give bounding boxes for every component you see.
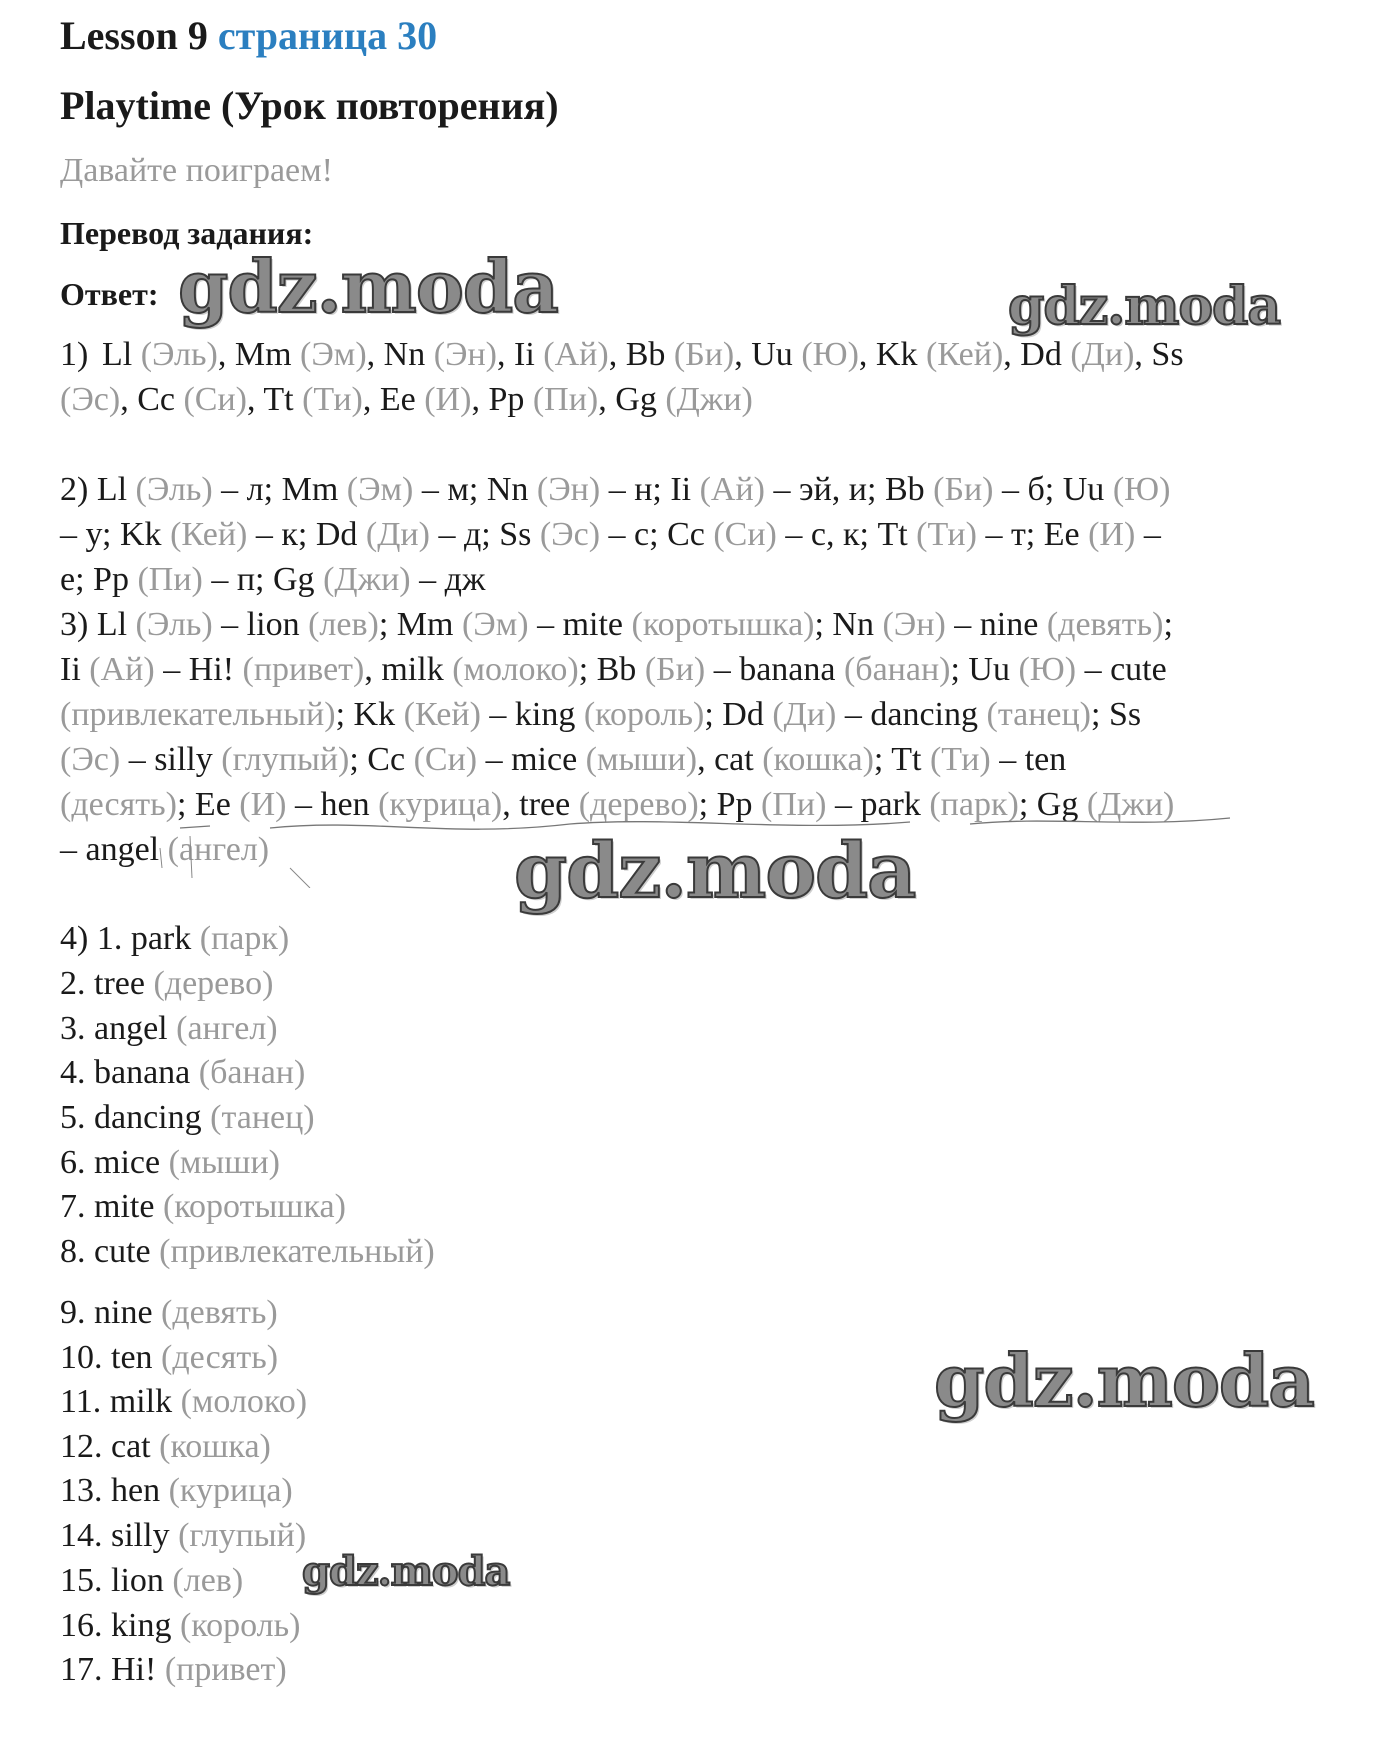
answer-text: – у; Kk xyxy=(60,516,171,553)
subtitle: Давайте поиграем! xyxy=(60,152,333,189)
answer-text: – т; Ee xyxy=(976,516,1089,553)
page-link[interactable]: страница 30 xyxy=(217,13,438,58)
text-line xyxy=(60,743,1066,777)
text-line xyxy=(60,653,1167,687)
answer-text: 15. lion xyxy=(60,1562,173,1599)
lesson-number: Lesson 9 xyxy=(60,13,208,58)
translation-text: (коротышка) xyxy=(631,606,815,643)
translation-text: (Ю) xyxy=(801,336,859,373)
answer-text: ; Ee xyxy=(176,786,240,823)
translation-text: (десять) xyxy=(161,1339,279,1376)
answer-text: ; Ss xyxy=(1091,696,1142,733)
translation-text: (Ай) xyxy=(543,336,609,373)
answer-text: 5. dancing xyxy=(60,1099,211,1136)
answer-text: – angel xyxy=(60,831,168,868)
translation-text: (Эм) xyxy=(300,336,367,373)
translation-text: (Эль) xyxy=(140,336,218,373)
answer-text: ; Kk xyxy=(335,696,404,733)
translation-text: (Кей) xyxy=(925,336,1004,373)
translation-text: (банан) xyxy=(198,1054,306,1091)
text-line xyxy=(102,338,1184,372)
translation-text: (Си) xyxy=(183,381,247,418)
translation-text: (курица) xyxy=(378,786,503,823)
list-item xyxy=(60,967,273,1001)
list-item xyxy=(60,922,289,956)
answer-text: – н; Ii xyxy=(600,471,700,508)
answer-text: – д; Ss xyxy=(429,516,540,553)
translation-text: (парк) xyxy=(199,920,290,957)
answer-text: – cute xyxy=(1076,651,1167,688)
answer-text: , Dd xyxy=(1003,336,1071,373)
translation-text: (танец) xyxy=(986,696,1092,733)
translation-text: (Эль) xyxy=(135,471,213,508)
answer-text: – park xyxy=(826,786,930,823)
answer-text: 2. tree xyxy=(60,965,154,1002)
answer-text: 11. milk xyxy=(60,1383,181,1420)
answer-text: – эй, и; Bb xyxy=(765,471,934,508)
list-item xyxy=(60,1146,280,1180)
translation-text: (Си) xyxy=(413,741,478,778)
translation-text: (коротышка) xyxy=(162,1188,346,1225)
answer-text: – hen xyxy=(286,786,379,823)
translation-text: (привет) xyxy=(242,651,365,688)
answer-text: – дж xyxy=(410,561,486,598)
answer-text: – lion xyxy=(212,606,309,643)
translation-text: (И) xyxy=(424,381,472,418)
answer-text: – к; Dd xyxy=(247,516,366,553)
translation-text: (Пи) xyxy=(137,561,203,598)
answer-text: е; Pp xyxy=(60,561,138,598)
translation-text: (Ю) xyxy=(1112,471,1171,508)
answer-text: 4. banana xyxy=(60,1054,199,1091)
translation-text: (привлекательный) xyxy=(60,696,336,733)
answer-text: ; Tt xyxy=(873,741,930,778)
answer-text: – с; Cc xyxy=(600,516,714,553)
translation-text: (Кей) xyxy=(170,516,248,553)
answer-text: ; xyxy=(1163,606,1173,643)
answer-text: ; Gg xyxy=(1018,786,1087,823)
list-item xyxy=(60,1474,293,1508)
text-line xyxy=(60,473,1170,507)
answer-text: , Uu xyxy=(734,336,802,373)
answer-text: – mite xyxy=(528,606,632,643)
answer-text: 9. nine xyxy=(60,1294,162,1331)
answer-text: 12. cat xyxy=(60,1428,160,1465)
answer-1-label: 1) xyxy=(60,336,89,373)
translation-text: (Си) xyxy=(713,516,777,553)
translation-text: (Би) xyxy=(673,336,735,373)
answer-text: , Kk xyxy=(858,336,926,373)
answer-text: ; Bb xyxy=(578,651,645,688)
answer-text: – б; Uu xyxy=(993,471,1113,508)
answer-text: Ll xyxy=(102,336,141,373)
answer-text: – п; Gg xyxy=(202,561,324,598)
answer-text: ; Dd xyxy=(704,696,773,733)
translation-text: (десять) xyxy=(60,786,177,823)
answer-text: – nine xyxy=(945,606,1047,643)
translation-text: (ангел) xyxy=(167,831,270,868)
answer-text: , Pp xyxy=(471,381,533,418)
translation-text: (лев) xyxy=(308,606,379,643)
translation-text: (Кей) xyxy=(403,696,481,733)
answer-text: , Mm xyxy=(217,336,301,373)
translation-text: (мыши) xyxy=(168,1144,280,1181)
translation-text: (парк) xyxy=(929,786,1019,823)
page-title: Playtime (Урок повторения) xyxy=(60,83,559,128)
answer-text: , Bb xyxy=(608,336,674,373)
answer-text: Ii xyxy=(60,651,90,688)
watermark: gdz.moda xyxy=(1008,276,1281,337)
translation-text: (банан) xyxy=(843,651,951,688)
answer-text: , Tt xyxy=(247,381,303,418)
watermark: gdz.moda xyxy=(302,1548,510,1595)
answer-text: ; Uu xyxy=(950,651,1019,688)
translation-text: (ангел) xyxy=(176,1010,278,1047)
answer-text: 16. king xyxy=(60,1607,180,1644)
answer-text: 2) Ll xyxy=(60,471,136,508)
watermark: gdz.moda xyxy=(514,826,916,915)
answer-text: 3) Ll xyxy=(60,606,136,643)
translation-text: (лев) xyxy=(172,1562,244,1599)
translation-text: (танец) xyxy=(210,1099,315,1136)
list-item xyxy=(60,1430,271,1464)
translation-text: (привет) xyxy=(164,1651,287,1688)
answer-text: ; Cc xyxy=(349,741,414,778)
answer-text: , Cc xyxy=(120,381,184,418)
translation-text: (Эн) xyxy=(536,471,601,508)
answer-text: , Nn xyxy=(366,336,434,373)
translation-text: (девять) xyxy=(1046,606,1164,643)
list-item xyxy=(60,1341,278,1375)
answer-text: , Ii xyxy=(497,336,544,373)
list-item xyxy=(60,1056,305,1090)
answer-text: – mice xyxy=(477,741,586,778)
translation-text: (Ай) xyxy=(699,471,766,508)
translation-text: (курица) xyxy=(168,1472,293,1509)
answer-text: – banana xyxy=(705,651,844,688)
text-line xyxy=(60,383,753,417)
translation-text: (Эм) xyxy=(461,606,529,643)
answer-text: 10. ten xyxy=(60,1339,162,1376)
text-line xyxy=(60,608,1173,642)
translation-text: (привлекательный) xyxy=(159,1233,435,1270)
list-item xyxy=(60,1653,287,1687)
answer-text: – xyxy=(1135,516,1161,553)
translation-text: (молоко) xyxy=(452,651,579,688)
answer-text: ; Mm xyxy=(378,606,462,643)
translation-text: (Ай) xyxy=(89,651,155,688)
translation-text: (Эль) xyxy=(135,606,213,643)
answer-text: 7. mite xyxy=(60,1188,163,1225)
text-line xyxy=(60,563,485,597)
answer-label: Ответ: xyxy=(60,276,159,312)
translation-text: (король) xyxy=(583,696,705,733)
text-line xyxy=(60,698,1141,732)
translation-text: (Ти) xyxy=(916,516,977,553)
translation-text: (Пи) xyxy=(761,786,827,823)
translation-text: (дерево) xyxy=(153,965,274,1002)
answer-text: – л; Mm xyxy=(212,471,347,508)
answer-text: 8. cute xyxy=(60,1233,160,1270)
answer-text: 17. Hi! xyxy=(60,1651,165,1688)
answer-text: , milk xyxy=(364,651,453,688)
answer-text: ; Pp xyxy=(698,786,762,823)
answer-text: 13. hen xyxy=(60,1472,169,1509)
answer-text: 6. mice xyxy=(60,1144,169,1181)
lesson-heading xyxy=(60,13,438,58)
translation-text: (Джи) xyxy=(323,561,411,598)
answer-text: , Ss xyxy=(1134,336,1184,373)
list-item xyxy=(60,1101,315,1135)
translation-text: (Би) xyxy=(933,471,994,508)
translation-text: (мыши) xyxy=(585,741,698,778)
answer-text: – ten xyxy=(990,741,1067,778)
translation-text: (глупый) xyxy=(178,1517,307,1554)
answer-text: , Ee xyxy=(362,381,425,418)
answer-text: ; Nn xyxy=(814,606,883,643)
translation-text: (девять) xyxy=(161,1294,278,1331)
answer-text: , Gg xyxy=(598,381,666,418)
answer-text: 4) 1. park xyxy=(60,920,200,957)
translation-text: (Ди) xyxy=(1070,336,1135,373)
answer-text: , cat xyxy=(697,741,763,778)
translation-text: (Ди) xyxy=(365,516,430,553)
answer-text: – Hi! xyxy=(154,651,243,688)
translation-text: (Эм) xyxy=(346,471,414,508)
answer-text: – м; Nn xyxy=(413,471,537,508)
answer-text: – silly xyxy=(120,741,222,778)
list-item xyxy=(60,1235,435,1269)
translation-text: (глупый) xyxy=(221,741,350,778)
translation-text: (Эс) xyxy=(539,516,601,553)
translation-text: (Эс) xyxy=(60,381,121,418)
watermark: gdz.moda xyxy=(178,244,558,329)
translation-text: (Ди) xyxy=(772,696,837,733)
list-item xyxy=(60,1296,278,1330)
list-item xyxy=(60,1519,306,1553)
list-item xyxy=(60,1385,307,1419)
list-item xyxy=(60,1190,346,1224)
answer-text: 3. angel xyxy=(60,1010,177,1047)
translation-text: (Ти) xyxy=(302,381,363,418)
answer-text: – king xyxy=(480,696,584,733)
translation-text: (кошка) xyxy=(159,1428,271,1465)
translation-text: (Пи) xyxy=(532,381,599,418)
watermark: gdz.moda xyxy=(934,1338,1314,1423)
translation-text: (Эс) xyxy=(60,741,121,778)
list-item xyxy=(60,1012,278,1046)
translation-text: (Джи) xyxy=(665,381,753,418)
text-line xyxy=(60,518,1161,552)
translation-text: (кошка) xyxy=(762,741,874,778)
translation-text: (Джи) xyxy=(1086,786,1175,823)
translation-text: (дерево) xyxy=(578,786,699,823)
translation-text: (молоко) xyxy=(180,1383,308,1420)
translation-text: (Эн) xyxy=(433,336,497,373)
answer-text: 14. silly xyxy=(60,1517,179,1554)
answer-text: – с, к; Tt xyxy=(776,516,917,553)
list-item xyxy=(60,1564,243,1598)
translation-text: (Би) xyxy=(644,651,706,688)
translation-text: (Ю) xyxy=(1018,651,1077,688)
answer-text: – dancing xyxy=(836,696,987,733)
translation-text: (Эн) xyxy=(882,606,946,643)
translation-text: (Ти) xyxy=(929,741,991,778)
answer-text: , tree xyxy=(502,786,579,823)
translation-text: (И) xyxy=(239,786,287,823)
list-item xyxy=(60,1609,300,1643)
translation-text: (И) xyxy=(1088,516,1136,553)
task-label: Перевод задания: xyxy=(60,215,314,251)
translation-text: (король) xyxy=(179,1607,301,1644)
